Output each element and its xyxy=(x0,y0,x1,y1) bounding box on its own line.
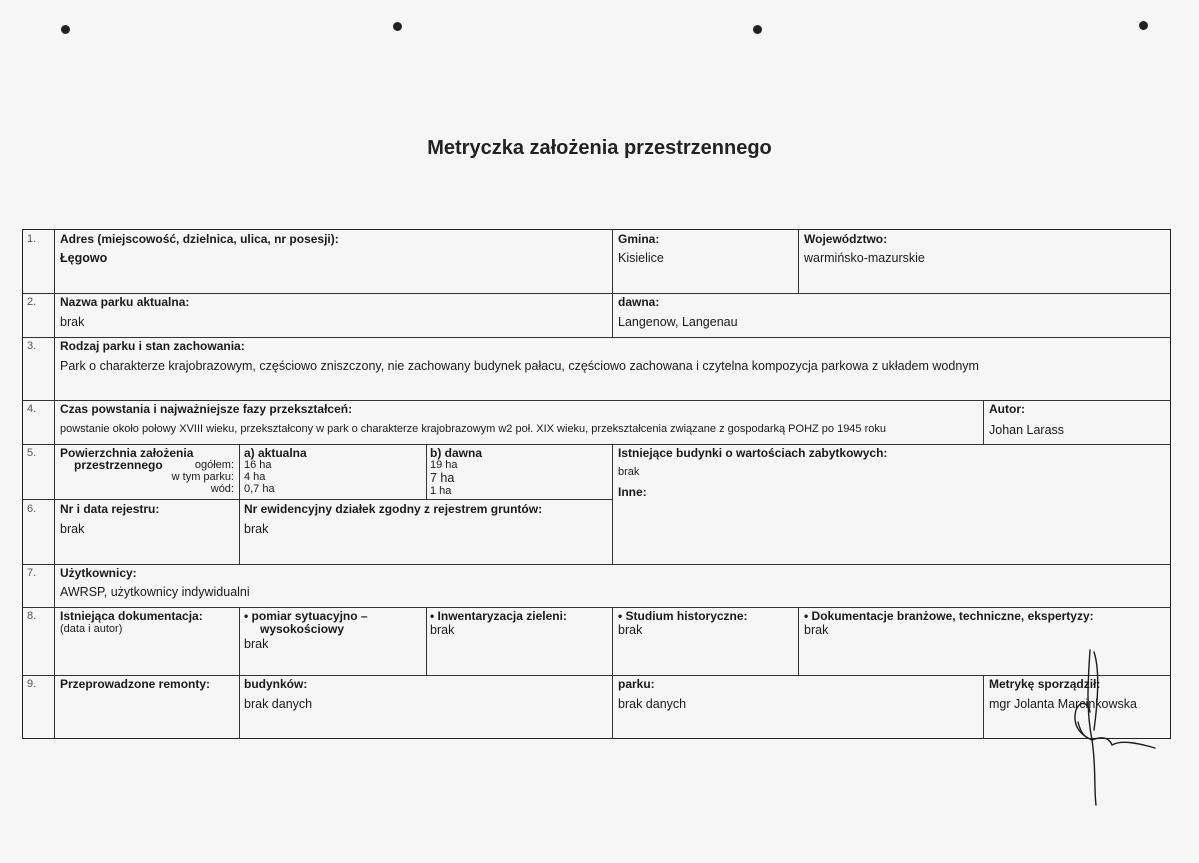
park-type-label: Rodzaj parku i stan zachowania: xyxy=(60,339,245,353)
punch-hole xyxy=(393,22,402,31)
column-divider xyxy=(239,444,240,564)
other-label: Inne: xyxy=(618,485,647,499)
survey-label: • pomiar sytuacyjno – xyxy=(244,609,368,623)
former-total-area: 19 ha xyxy=(430,459,458,471)
author-value: Johan Larass xyxy=(989,423,1065,437)
register-value: brak xyxy=(60,522,85,536)
parcel-label: Nr ewidencyjny działek zgodny z rejestrem gruntów: xyxy=(244,502,543,516)
water-area-label: wód: xyxy=(210,483,234,495)
row-divider xyxy=(22,400,1171,401)
documentation-label: Istniejąca dokumentacja: xyxy=(60,609,203,623)
prepared-by-value: mgr Jolanta Marcinkowska xyxy=(989,697,1137,711)
area-label-line2: przestrzennego xyxy=(74,458,163,472)
technical-docs-value: brak xyxy=(804,623,829,637)
row-number: 6. xyxy=(27,503,37,515)
former-name-value: Langenow, Langenau xyxy=(618,315,738,329)
current-water-area: 0,7 ha xyxy=(244,483,275,495)
column-divider xyxy=(612,444,613,564)
column-divider xyxy=(612,607,613,739)
row-number: 1. xyxy=(27,233,37,245)
current-area-label: a) aktualna xyxy=(244,446,307,460)
current-park-area: 4 ha xyxy=(244,471,266,483)
buildings-value: brak xyxy=(618,466,640,478)
row-number: 4. xyxy=(27,403,37,415)
row-number: 9. xyxy=(27,678,37,690)
row-divider xyxy=(22,675,1171,676)
greenery-inventory-value: brak xyxy=(430,623,455,637)
metric-form-table xyxy=(22,229,1171,739)
voivodeship-label: Województwo: xyxy=(804,232,888,246)
users-label: Użytkownicy: xyxy=(60,566,137,580)
row-number: 7. xyxy=(27,567,37,579)
column-divider xyxy=(426,607,427,675)
survey-label-line2: wysokościowy xyxy=(260,622,345,636)
renovations-label: Przeprowadzone remonty: xyxy=(60,677,211,691)
row-number: 8. xyxy=(27,610,37,622)
column-divider xyxy=(239,607,240,739)
total-area-label: ogółem: xyxy=(194,459,234,471)
history-value: powstanie około połowy XVIII wieku, przekształcony w park o charakterze krajobrazowym w2 poł. XIX wieku, przekształcenia związane z gospodarką POHZ po 1945 roku xyxy=(60,423,886,435)
register-label: Nr i data rejestru: xyxy=(60,502,160,516)
technical-docs-label: • Dokumentacje branżowe, techniczne, ekspertyzy: xyxy=(804,609,1094,623)
area-label: Powierzchnia założenia xyxy=(60,446,194,460)
parcel-value: brak xyxy=(244,522,269,536)
voivodeship-value: warmińsko-mazurskie xyxy=(804,251,925,265)
park-type-value: Park o charakterze krajobrazowym, częściowo zniszczony, nie zachowany budynek pałacu, częściowo zachowana i czytelna kompozycja parkowa z układem wodnym xyxy=(60,359,979,373)
gmina-label: Gmina: xyxy=(618,232,660,246)
number-column-divider xyxy=(54,229,55,739)
buildings-renovation-value: brak danych xyxy=(244,697,313,711)
buildings-label: Istniejące budynki o wartościach zabytkowych: xyxy=(618,446,888,460)
row-divider xyxy=(22,293,1171,294)
page-title: Metryczka założenia przestrzennego xyxy=(427,137,772,159)
column-divider xyxy=(983,400,984,444)
column-divider xyxy=(798,607,799,675)
column-divider xyxy=(612,229,613,337)
address-value: Łęgowo xyxy=(60,251,108,265)
former-water-area: 1 ha xyxy=(430,485,452,497)
historical-study-label: • Studium historyczne: xyxy=(618,609,748,623)
author-label: Autor: xyxy=(989,402,1025,416)
park-name-value: brak xyxy=(60,315,85,329)
former-area-label: b) dawna xyxy=(430,446,483,460)
historical-study-value: brak xyxy=(618,623,643,637)
row-divider xyxy=(22,337,1171,338)
row-number: 2. xyxy=(27,296,37,308)
address-label: Adres (miejscowość, dzielnica, ulica, nr posesji): xyxy=(60,232,339,246)
row-number: 5. xyxy=(27,447,37,459)
history-label: Czas powstania i najważniejsze fazy przekształceń: xyxy=(60,402,353,416)
documentation-sublabel: (data i autor) xyxy=(60,623,123,635)
park-area-label: w tym parku: xyxy=(171,471,234,483)
gmina-value: Kisielice xyxy=(618,251,664,265)
punch-hole xyxy=(1139,21,1148,30)
current-total-area: 16 ha xyxy=(244,459,272,471)
greenery-inventory-label: • Inwentaryzacja zieleni: xyxy=(430,609,567,623)
park-renovation-value: brak danych xyxy=(618,697,687,711)
column-divider xyxy=(983,675,984,739)
punch-hole xyxy=(753,25,762,34)
handwritten-signature xyxy=(1050,640,1170,810)
park-renovation-label: parku: xyxy=(618,677,655,691)
former-park-area: 7 ha xyxy=(430,471,455,485)
former-name-label: dawna: xyxy=(618,295,660,309)
column-divider xyxy=(426,444,427,499)
users-value: AWRSP, użytkownicy indywidualni xyxy=(60,585,250,599)
prepared-by-label: Metrykę sporządził: xyxy=(989,677,1101,691)
row-number: 3. xyxy=(27,340,37,352)
park-name-label: Nazwa parku aktualna: xyxy=(60,295,190,309)
row-divider xyxy=(22,499,612,500)
row-divider xyxy=(22,564,1171,565)
row-divider xyxy=(22,444,1171,445)
column-divider xyxy=(798,229,799,293)
row-divider xyxy=(22,607,1171,608)
buildings-renovation-label: budynków: xyxy=(244,677,308,691)
survey-value: brak xyxy=(244,637,269,651)
punch-hole xyxy=(61,25,70,34)
